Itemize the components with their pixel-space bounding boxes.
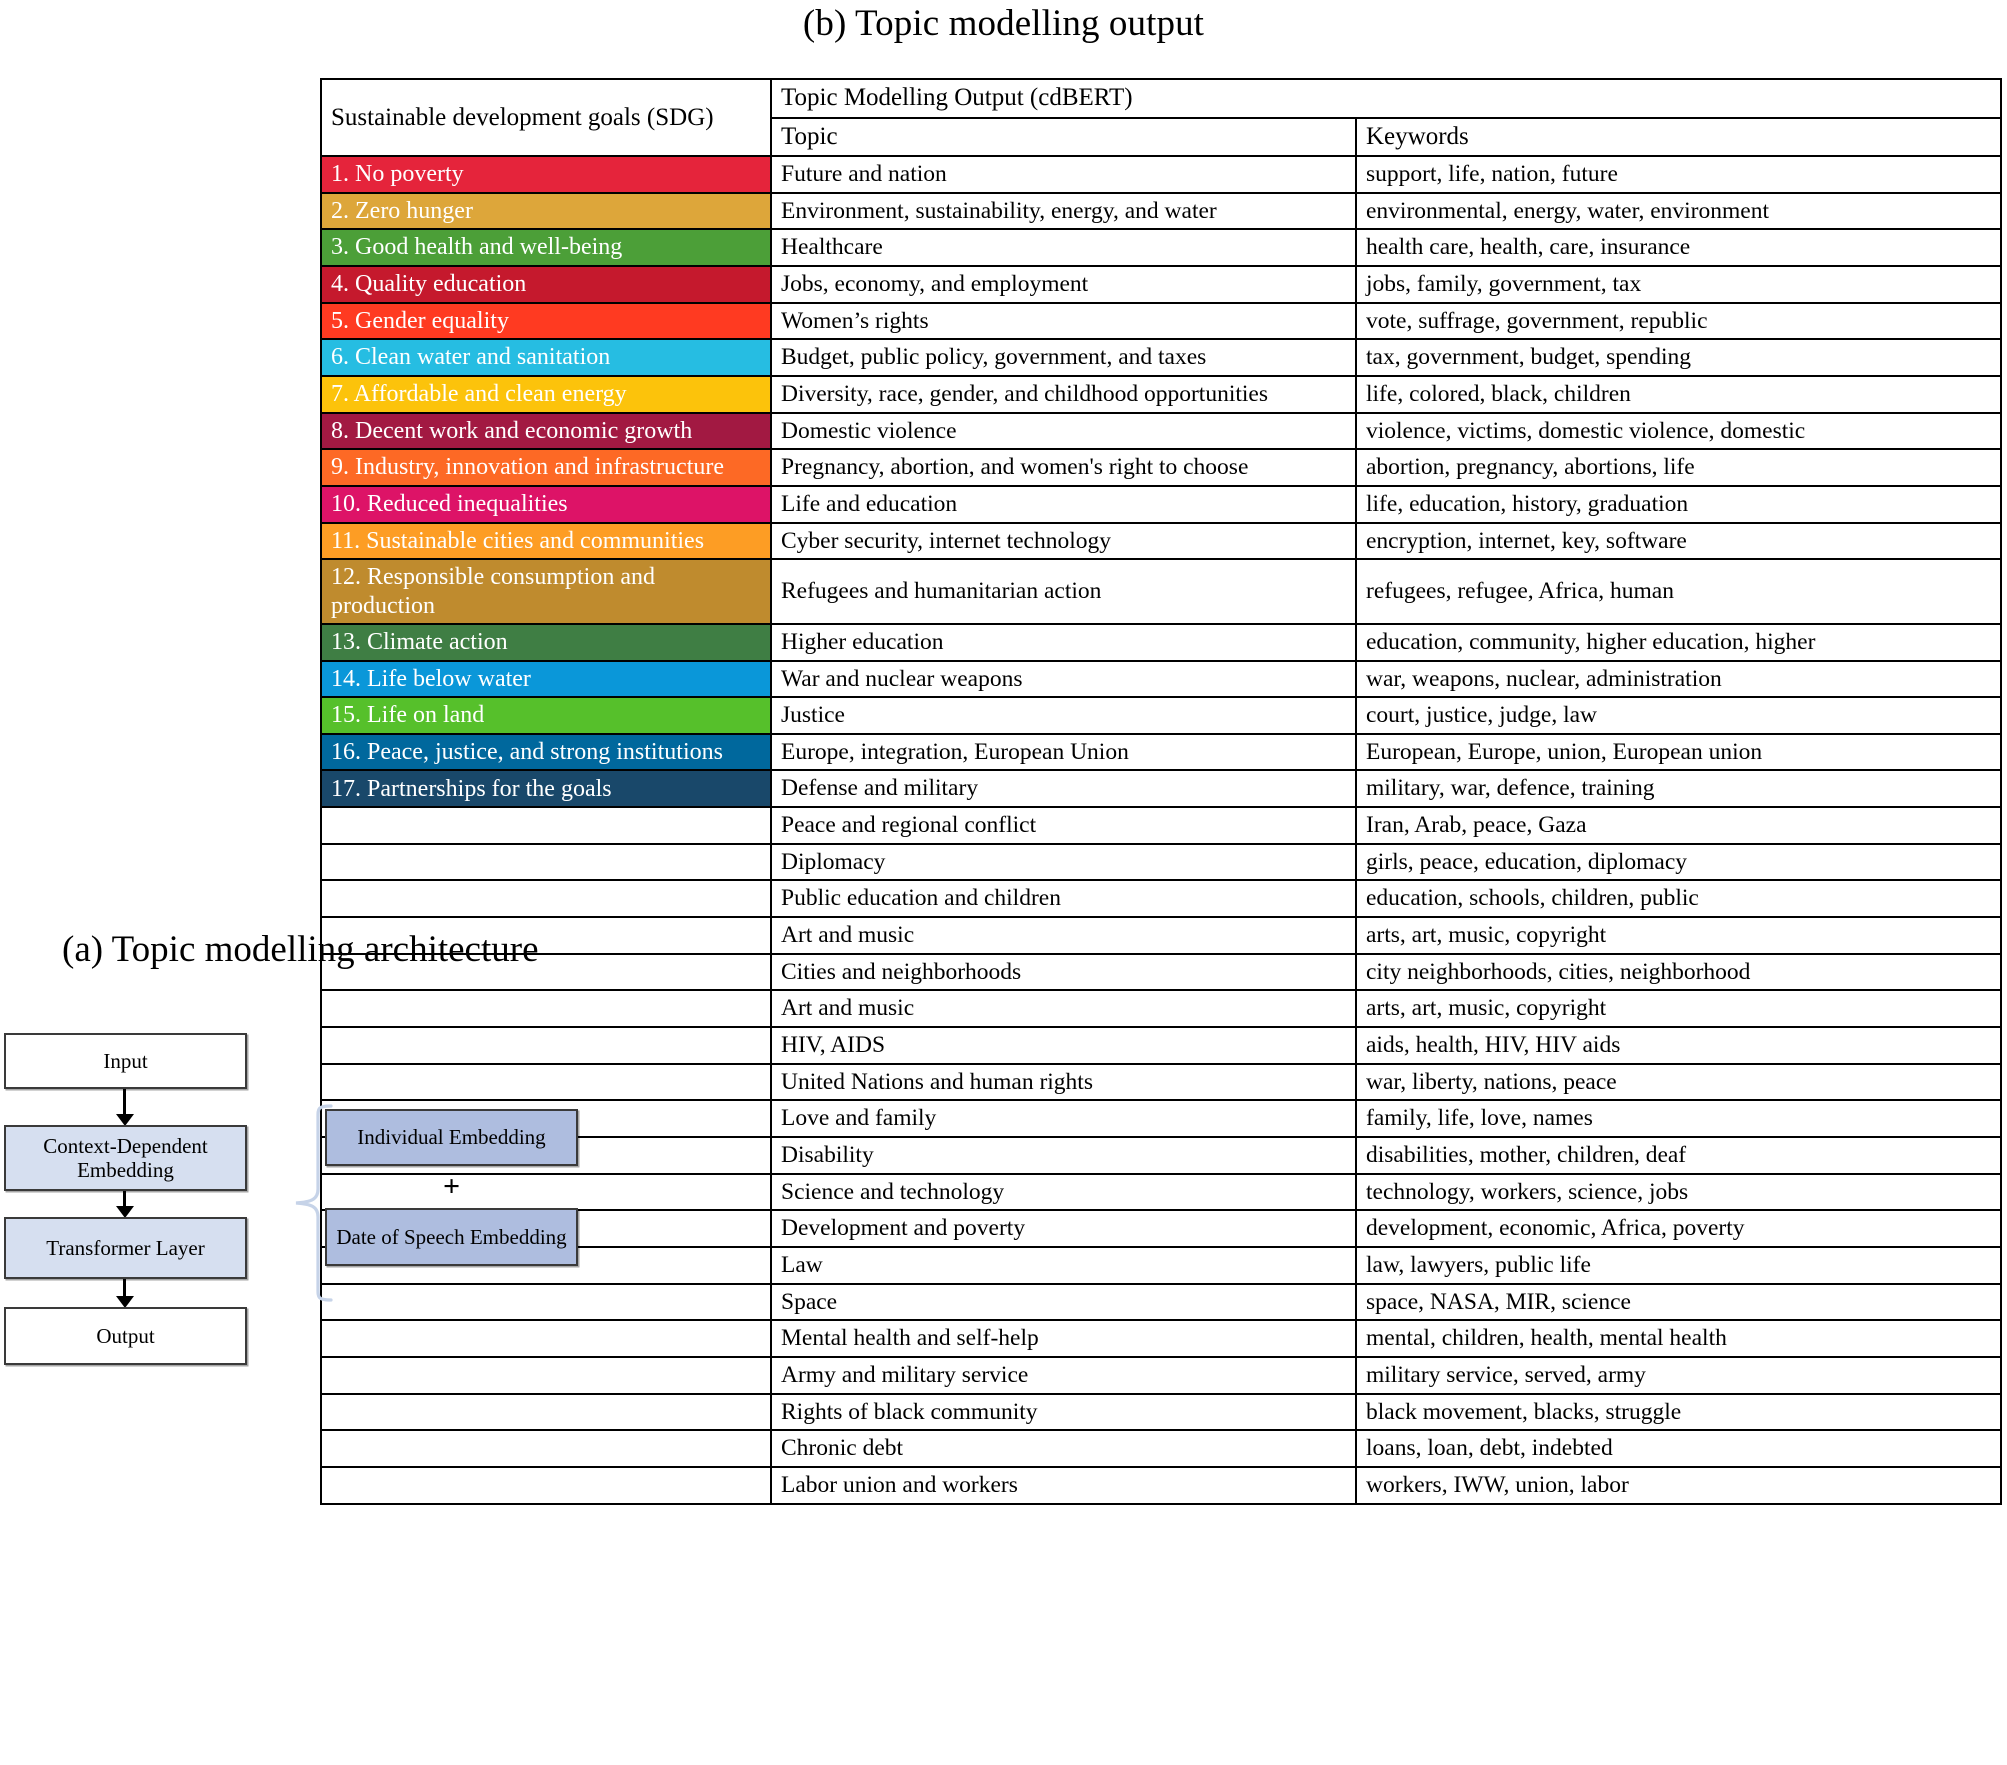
keywords-text: encryption, internet, key, software [1366,527,1687,554]
keywords-text: development, economic, Africa, poverty [1366,1215,1745,1242]
topic-text: Environment, sustainability, energy, and water [781,197,1217,224]
topic-text: Diversity, race, gender, and childhood opportunities [781,380,1268,407]
keywords-cell [1356,449,2001,486]
sdg-cell-5 [321,303,771,340]
keywords-cell [1356,413,2001,450]
keywords-cell [1356,917,2001,954]
sdg-cell-6 [321,339,771,376]
topic-cell [771,1247,1356,1284]
sdg-cell-9 [321,449,771,486]
table-row [321,193,2001,230]
topic-cell [771,1137,1356,1174]
topic-text: Disability [781,1142,874,1169]
topic-text: Art and music [781,922,915,949]
keywords-text: jobs, family, government, tax [1366,270,1642,297]
topic-cell [771,1210,1356,1247]
topic-cell [771,1100,1356,1137]
keywords-cell [1356,376,2001,413]
sdg-label: 4. Quality education [331,271,527,298]
topic-text: Future and nation [781,161,947,187]
topic-text: Chronic debt [781,1435,904,1462]
topic-text: Love and family [781,1105,937,1132]
sdg-label: 11. Sustainable cities and communities [331,527,705,554]
sdg-label: 9. Industry, innovation and infrastructure [331,454,725,481]
keywords-text: environmental, energy, water, environment [1366,197,1769,224]
header-keywords: Keywords [1356,118,2001,157]
sdg-label: 12. Responsible consumption and production [331,564,655,619]
topic-text: Science and technology [781,1178,1005,1205]
keywords-text: technology, workers, science, jobs [1366,1178,1689,1205]
topic-text: Justice [781,702,845,729]
topic-text: Higher education [781,628,944,655]
topic-cell [771,523,1356,560]
topic-text: Europe, integration, European Union [781,738,1129,765]
table-row [321,376,2001,413]
sdg-label: 5. Gender equality [331,307,509,334]
topic-cell [771,303,1356,340]
keywords-cell [1356,990,2001,1027]
keywords-text: space, NASA, MIR, science [1366,1288,1631,1315]
topic-cell [771,770,1356,807]
sdg-label: 6. Clean water and sanitation [331,344,611,371]
topic-cell [771,266,1356,303]
table-row [321,339,2001,376]
node-date-of-speech-embedding [325,1208,578,1266]
topic-text: Life and education [781,490,958,517]
table-row [321,624,2001,661]
node-individual-embedding [325,1109,578,1166]
keywords-text: vote, suffrage, government, republic [1366,307,1708,334]
table-row [321,990,2001,1027]
sdg-cell-13 [321,624,771,661]
keywords-text: war, liberty, nations, peace [1366,1068,1617,1095]
keywords-text: arts, art, music, copyright [1366,995,1607,1022]
sdg-label: 8. Decent work and economic growth [331,417,693,444]
topic-text: Healthcare [781,234,883,261]
sdg-cell-10 [321,486,771,523]
plus-sign: + [442,1170,461,1203]
keywords-cell [1356,697,2001,734]
topic-text: Diplomacy [781,848,886,875]
keywords-text: Iran, Arab, peace, Gaza [1366,812,1587,839]
keywords-text: education, schools, children, public [1366,885,1699,912]
keywords-text: European, Europe, union, European union [1366,738,1763,765]
keywords-cell [1356,844,2001,881]
topic-text: Public education and children [781,885,1061,912]
keywords-cell [1356,807,2001,844]
header-topic-modelling-output: Topic Modelling Output (cdBERT) [771,79,2001,118]
keywords-cell [1356,880,2001,917]
table-row [321,880,2001,917]
topic-text: Domestic violence [781,417,957,444]
topic-text: Peace and regional conflict [781,812,1037,839]
node-input-label: Input [103,1048,148,1073]
keywords-cell [1356,954,2001,991]
keywords-text: workers, IWW, union, labor [1366,1471,1629,1498]
sdg-label: 15. Life on land [331,702,485,729]
topic-cell [771,1430,1356,1467]
keywords-text: refugees, refugee, Africa, human [1366,578,1674,605]
keywords-cell [1356,661,2001,698]
keywords-cell [1356,1430,2001,1467]
keywords-cell [1356,1467,2001,1504]
topic-cell [771,376,1356,413]
topic-text: HIV, AIDS [781,1032,886,1059]
sdg-cell-16 [321,734,771,771]
sdg-label: 2. Zero hunger [331,197,473,224]
topic-text: Pregnancy, abortion, and women's right to choose [781,454,1249,481]
keywords-text: tax, government, budget, spending [1366,344,1692,371]
sdg-cell-empty [321,990,771,1027]
keywords-text: violence, victims, domestic violence, domestic [1366,417,1806,444]
topic-text: Law [781,1252,823,1278]
topic-text: Budget, public policy, government, and taxes [781,344,1207,371]
keywords-cell [1356,1027,2001,1064]
table-row [321,661,2001,698]
topic-cell [771,1027,1356,1064]
keywords-cell [1356,734,2001,771]
topic-text: Mental health and self-help [781,1325,1039,1352]
topic-cell [771,559,1356,624]
keywords-cell [1356,1284,2001,1321]
node-input [4,1033,247,1089]
node-transformer-label: Transformer Layer [46,1235,205,1260]
sdg-label: 17. Partnerships for the goals [331,775,612,802]
keywords-cell [1356,303,2001,340]
sdg-cell-empty [321,844,771,881]
topic-cell [771,1284,1356,1321]
table-row [321,917,2001,954]
topic-cell [771,193,1356,230]
topic-cell [771,697,1356,734]
node-transformer-layer [4,1217,247,1279]
table-row [321,229,2001,266]
keywords-cell [1356,1210,2001,1247]
topic-text: Space [781,1288,838,1315]
sdg-label: 13. Climate action [331,629,508,656]
keywords-cell [1356,486,2001,523]
keywords-cell [1356,193,2001,230]
topic-cell [771,880,1356,917]
keywords-cell [1356,1064,2001,1101]
topic-cell [771,413,1356,450]
topic-cell [771,1320,1356,1357]
topic-cell [771,734,1356,771]
sdg-label: 14. Life below water [331,665,531,692]
architecture-diagram [0,1025,620,1765]
keywords-text: aids, health, HIV, HIV aids [1366,1032,1621,1059]
keywords-text: mental, children, health, mental health [1366,1325,1727,1352]
keywords-text: family, life, love, names [1366,1105,1593,1132]
topic-text: Women’s rights [781,307,929,334]
table-row [321,697,2001,734]
keywords-text: city neighborhoods, cities, neighborhood [1366,958,1751,985]
node-date-label: Date of Speech Embedding [336,1224,567,1249]
keywords-cell [1356,1357,2001,1394]
keywords-text: black movement, blacks, struggle [1366,1398,1682,1425]
sdg-cell-8 [321,413,771,450]
sdg-label: 16. Peace, justice, and strong institutions [331,738,723,765]
keywords-cell [1356,1100,2001,1137]
keywords-text: military service, served, army [1366,1361,1646,1388]
keywords-text: education, community, higher education, higher [1366,628,1816,655]
sdg-cell-12 [321,559,771,624]
table-row [321,559,2001,624]
panel-b-title: (b) Topic modelling output [802,3,1205,44]
node-output-label: Output [96,1323,155,1348]
keywords-text: law, lawyers, public life [1366,1252,1591,1278]
sdg-label: 3. Good health and well-being [331,234,623,261]
header-sdg: Sustainable development goals (SDG) [321,79,771,156]
topic-cell [771,1394,1356,1431]
topic-text: Development and poverty [781,1215,1026,1242]
topic-text: Defense and military [781,775,979,802]
node-context-dependent-embedding [4,1125,247,1191]
node-output [4,1307,247,1365]
keywords-cell [1356,339,2001,376]
topic-cell [771,624,1356,661]
topic-cell [771,449,1356,486]
keywords-text: girls, peace, education, diplomacy [1366,848,1688,875]
sdg-cell-15 [321,697,771,734]
table-row [321,156,2001,193]
sdg-cell-14 [321,661,771,698]
table-row [321,413,2001,450]
table-header-row-1 [321,79,2001,118]
sdg-cell-empty [321,880,771,917]
topic-cell [771,1174,1356,1211]
keywords-text: health care, health, care, insurance [1366,234,1691,261]
topic-text: Cyber security, internet technology [781,527,1111,554]
sdg-cell-empty [321,807,771,844]
keywords-cell [1356,770,2001,807]
topic-cell [771,339,1356,376]
table-row [321,734,2001,771]
keywords-text: war, weapons, nuclear, administration [1366,665,1722,692]
keywords-cell [1356,624,2001,661]
topic-text: Jobs, economy, and employment [781,270,1089,297]
sdg-cell-7 [321,376,771,413]
keywords-cell [1356,1320,2001,1357]
keywords-text: military, war, defence, training [1366,775,1655,802]
arrow-context-to-transformer-icon [123,1191,126,1207]
table-row [321,954,2001,991]
topic-cell [771,661,1356,698]
topic-text: Art and music [781,995,915,1022]
topic-cell [771,990,1356,1027]
sdg-cell-4 [321,266,771,303]
keywords-cell [1356,266,2001,303]
topic-cell [771,229,1356,266]
topic-cell [771,1467,1356,1504]
sdg-label: 10. Reduced inequalities [331,491,568,518]
topic-cell [771,1064,1356,1101]
keywords-text: arts, art, music, copyright [1366,922,1607,949]
topic-cell [771,954,1356,991]
keywords-cell [1356,229,2001,266]
sdg-cell-11 [321,523,771,560]
table-row [321,770,2001,807]
keywords-text: disabilities, mother, children, deaf [1366,1142,1687,1169]
node-context-label: Context-Dependent Embedding [43,1133,208,1182]
table-row [321,449,2001,486]
topic-text: War and nuclear weapons [781,665,1023,692]
keywords-text: loans, loan, debt, indebted [1366,1435,1613,1462]
topic-text: Cities and neighborhoods [781,958,1022,985]
table-row [321,303,2001,340]
sdg-label: 7. Affordable and clean energy [331,381,627,408]
topic-text: Labor union and workers [781,1471,1018,1498]
keywords-cell [1356,523,2001,560]
table-row [321,844,2001,881]
topic-text: Rights of black community [781,1398,1038,1425]
node-individual-label: Individual Embedding [357,1125,546,1150]
sdg-cell-3 [321,229,771,266]
keywords-cell [1356,1137,2001,1174]
keywords-cell [1356,1394,2001,1431]
table-row [321,266,2001,303]
topic-cell [771,917,1356,954]
sdg-cell-17 [321,770,771,807]
sdg-cell-1 [321,156,771,193]
keywords-text: life, colored, black, children [1366,380,1631,407]
keywords-text: court, justice, judge, law [1366,702,1598,729]
keywords-text: support, life, nation, future [1366,161,1618,187]
topic-text: United Nations and human rights [781,1068,1093,1095]
topic-cell [771,156,1356,193]
keywords-cell [1356,1174,2001,1211]
sdg-cell-2 [321,193,771,230]
keywords-cell [1356,559,2001,624]
table-row [321,807,2001,844]
table-row [321,523,2001,560]
topic-cell [771,1357,1356,1394]
topic-cell [771,844,1356,881]
topic-cell [771,486,1356,523]
keywords-cell [1356,156,2001,193]
topic-text: Army and military service [781,1361,1029,1388]
table-row [321,486,2001,523]
keywords-cell [1356,1247,2001,1284]
keywords-text: life, education, history, graduation [1366,490,1689,517]
panel-a-title: (a) Topic modelling architecture [62,929,539,970]
topic-text: Refugees and humanitarian action [781,578,1102,605]
arrow-transformer-to-output-icon [123,1279,126,1297]
topic-cell [771,807,1356,844]
keywords-text: abortion, pregnancy, abortions, life [1366,454,1695,481]
sdg-label: 1. No poverty [331,161,464,188]
arrow-input-to-context-icon [123,1089,126,1115]
header-topic: Topic [771,118,1356,157]
